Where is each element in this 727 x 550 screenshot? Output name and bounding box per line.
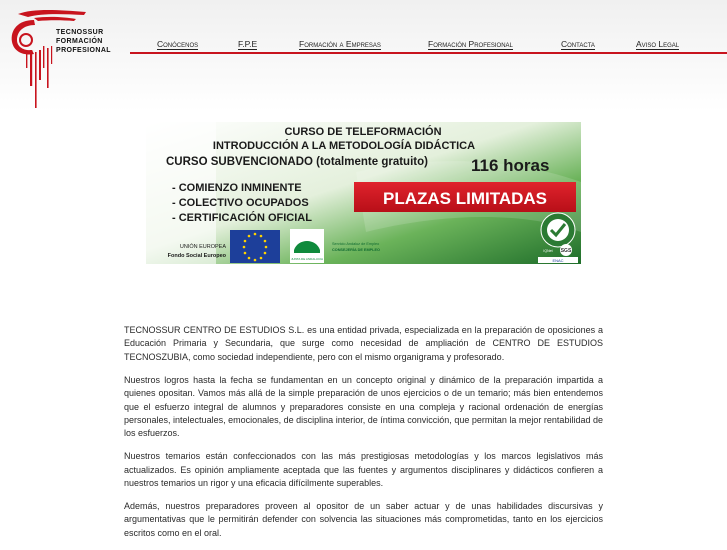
banner-bullet-1: - COMIENZO INMINENTE bbox=[172, 182, 302, 194]
banner-bullet-2: - COLECTIVO OCUPADOS bbox=[172, 197, 309, 209]
course-banner[interactable] bbox=[146, 122, 581, 264]
logo-line-1: TECNOSSUR bbox=[56, 29, 104, 36]
banner-title-2: INTRODUCCIÓN A LA METODOLOGÍA DIDÁCTICA bbox=[212, 140, 476, 152]
trainers-paragraph: Además, nuestros preparadores proveen al opositor de un saber actuar y de unas habilidades discursivas y argumentativas que le permitirán defender con solvencia las situaciones más comprometidas, tanto en los ejercicios escritos como en el oral. bbox=[124, 500, 603, 538]
main-content bbox=[124, 324, 603, 550]
achievements-paragraph: Nuestros logros hasta la fecha se fundamentan en un concepto original y dinámico de la preparación impartida a quienes opositan. Vamos más allá de la simple preparación de unos ejercicios o de un temario; más bien entendemos que el esfuerzo integral de alumnos y preparadores consiste en una compleja y racional ordenación de energías personales, intelectuales, emocionales, de disciplina interior, de íntima convicción, que permitan la mejor rentabilidad de los esfuerzos. bbox=[124, 374, 603, 439]
sgs-label: SGS bbox=[560, 248, 572, 254]
intro-paragraph: TECNOSSUR CENTRO DE ESTUDIOS S.L. es una entidad privada, especializada en la preparación de oposiciones a Educación Primaria y Secundaria, que surge como necesidad de ampliación de CENTRO DE ESTUDIOS TECNOSZUBIA, como sociedad independiente, pero con el mismo organigrama y profesorado. bbox=[124, 325, 603, 362]
banner-hours: 116 horas bbox=[471, 156, 550, 175]
nav-formacion-profesional[interactable]: Formación Profesional bbox=[428, 39, 513, 49]
nav-formacion-empresas[interactable]: Formación a Empresas bbox=[299, 39, 381, 49]
banner-title-1: CURSO DE TELEFORMACIÓN bbox=[284, 126, 442, 138]
banner-bullet-3: - CERTIFICACIÓN OFICIAL bbox=[172, 212, 312, 224]
iqnet-label: IQNet bbox=[543, 249, 553, 253]
site-logo[interactable] bbox=[4, 6, 124, 110]
eu-line-2: Fondo Social Europeo bbox=[167, 253, 226, 259]
plazas-badge-text: PLAZAS LIMITADAS bbox=[382, 189, 548, 208]
banner-graphic bbox=[146, 122, 581, 264]
syllabus-paragraph: Nuestros temarios están confeccionados con las más prestigiosas metodologías y los marcos legislativos más actualizados. Es opinión ampliamente aceptada que las fuentes y argumentos disciplinares y didácticos confieren a nuestros temarios un rigor y una eficacia difícilmente superables. bbox=[124, 451, 603, 489]
nav-conocenos[interactable]: Conócenos bbox=[157, 39, 199, 49]
banner-title-3: CURSO SUBVENCIONADO (totalmente gratuito) bbox=[166, 156, 428, 168]
eu-flag-icon bbox=[230, 230, 280, 263]
logo-line-3: PROFESIONAL bbox=[56, 47, 111, 54]
enac-label: ENAC bbox=[552, 258, 564, 263]
logo-emblem-icon bbox=[4, 6, 124, 110]
main-nav bbox=[130, 38, 727, 54]
sae-line-2: CONSEJERÍA DE EMPLEO bbox=[332, 248, 380, 252]
junta-andalucia-logo-icon bbox=[290, 229, 324, 263]
nav-aviso-legal[interactable]: Aviso Legal bbox=[636, 39, 680, 49]
eu-line-1: UNIÓN EUROPEA bbox=[179, 244, 226, 250]
logo-line-2: FORMACIÓN bbox=[56, 38, 103, 45]
junta-label: JUNTA DE ANDALUCIA bbox=[290, 257, 324, 261]
logo-text bbox=[56, 28, 111, 55]
nav-fpe[interactable]: F.P.E bbox=[238, 39, 258, 49]
nav-contacta[interactable]: Contacta bbox=[561, 39, 595, 49]
sae-line-1: Servicio Andaluz de Empleo bbox=[332, 242, 380, 246]
